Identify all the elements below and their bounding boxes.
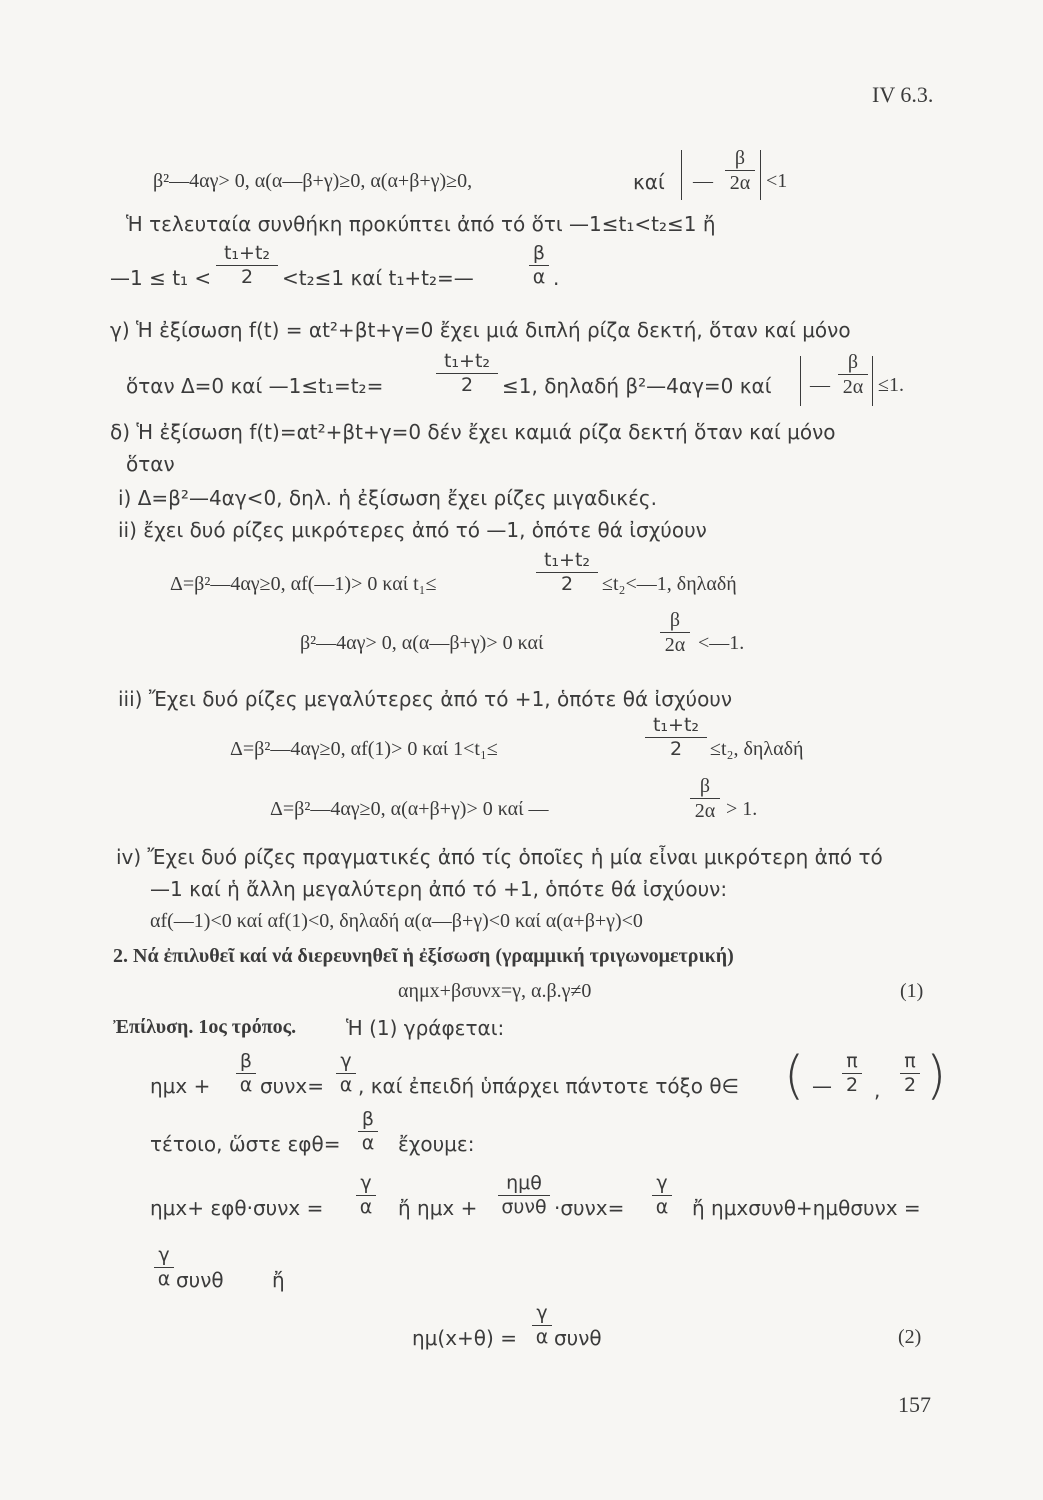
case-i: i) Δ=β²—4αγ<0, δηλ. ἡ ἐξίσωση ἔχει ρίζες μιγαδικές.: [118, 486, 657, 510]
abs-bar-right: [760, 150, 761, 200]
abs-bar-left: [800, 356, 801, 406]
fraction-beta-alpha: β α: [358, 1110, 378, 1153]
equation-1: αημx+βσυνx=γ, α.β.γ≠0: [398, 980, 592, 1002]
text-line: γ) Ἡ ἐξίσωση f(t) = αt²+βt+γ=0 ἔχει μιά διπλή ρίζα δεκτή, ὅταν καί μόνο: [110, 318, 851, 342]
problem-statement: 2. Νά ἐπιλυθεῖ καί νά διερευνηθεῖ ἡ ἐξίσωση (γραμμική τριγωνομετρική): [113, 945, 734, 967]
text-line: δ) Ἡ ἐξίσωση f(t)=αt²+βt+γ=0 δέν ἔχει καμιά ρίζα δεκτή ὅταν καί μόνο: [110, 420, 836, 444]
condition-line: ὅταν Δ=0 καί —1≤t₁=t₂=: [126, 374, 384, 398]
comma: ,: [874, 1078, 881, 1102]
condition-line: αf(—1)<0 καί αf(1)<0, δηλαδή α(α—β+γ)<0 καί α(α+β+γ)<0: [150, 910, 643, 932]
equation-part: ἤ: [272, 1268, 285, 1292]
condition-line: Δ=β²—4αγ≥0, α(α+β+γ)> 0 καί —: [270, 798, 549, 820]
case-ii: ii) ἔχει δυό ρίζες μικρότερες ἀπό τό —1, ὁπότε θά ἰσχύουν: [118, 518, 707, 542]
case-iii: iii) Ἔχει δυό ρίζες μεγαλύτερες ἀπό τό +1, ὁπότε θά ἰσχύουν: [118, 687, 733, 711]
fraction-t-sum-half: t₁+t₂ 2: [216, 244, 278, 287]
text-line: ὅταν: [126, 452, 175, 476]
equation-part: συνθ: [554, 1326, 602, 1350]
leq-one: ≤1.: [878, 374, 904, 396]
equation-part: ημx +: [150, 1074, 211, 1098]
condition-line: β²—4αγ> 0, α(α—β+γ)≥0, α(α+β+γ)≥0,: [153, 170, 473, 192]
period: .: [553, 266, 560, 290]
fraction-eta-mu-theta-over-syn-theta: ημθ συνθ: [498, 1174, 550, 1217]
fraction-beta-alpha: β α: [236, 1052, 256, 1095]
equation-number: (2): [898, 1326, 922, 1348]
less-than-minus-one: <—1.: [698, 632, 745, 654]
solution-heading: Ἐπίλυση. 1ος τρόπος.: [113, 1016, 297, 1038]
fraction-pi-half: π 2: [900, 1052, 920, 1095]
case-iv: iv) Ἔχει δυό ρίζες πραγματικές ἀπό τίς ὁποῖες ἡ μία εἶναι μικρότερη ἀπό τό: [116, 845, 883, 869]
fraction-t-sum-half: t₁+t₂ 2: [536, 551, 598, 594]
fraction-gamma-alpha: γ α: [356, 1174, 376, 1217]
text-line: τέτοιο, ὥστε εφθ=: [150, 1132, 341, 1156]
condition-line-cont: ≤t₂, δηλαδή: [710, 738, 804, 760]
text-line: , καί ἐπειδή ὑπάρχει πάντοτε τόξο θ∈: [358, 1074, 740, 1098]
text-line: Ἡ (1) γράφεται:: [346, 1016, 505, 1040]
section-heading: IV 6.3.: [872, 82, 934, 107]
fraction-gamma-alpha: γ α: [154, 1246, 174, 1289]
fraction-pi-half: π 2: [842, 1052, 862, 1095]
fraction-beta-alpha: β α: [529, 244, 549, 287]
inequality-start: —1 ≤ t₁ <: [110, 266, 212, 290]
condition-line: Δ=β²—4αγ≥0, αf(—1)> 0 καί t₁≤: [170, 573, 437, 595]
equation-number: (1): [900, 980, 924, 1002]
condition-line-cont: ≤t₂<—1, δηλαδή: [602, 573, 737, 595]
minus-sign: —: [810, 374, 830, 396]
condition-line-cont: ≤1, δηλαδή β²—4αγ=0 καί: [502, 374, 772, 398]
equation-2: ημ(x+θ) =: [412, 1326, 517, 1350]
page-number: 157: [898, 1392, 931, 1417]
fraction-t-sum-half: t₁+t₂ 2: [436, 352, 498, 395]
equation-part: ἤ ημxσυνθ+ημθσυνx =: [692, 1196, 921, 1220]
fraction-beta-2alpha: β 2α: [838, 352, 868, 397]
fraction-beta-2alpha: β 2α: [725, 148, 755, 193]
greater-than-one: > 1.: [726, 798, 758, 820]
text-line: ἔχουμε:: [398, 1132, 475, 1156]
equation-part: συνθ: [176, 1268, 224, 1292]
text-line: —1 καί ἡ ἄλλη μεγαλύτερη ἀπό τό +1, ὁπότε θά ἰσχύουν:: [150, 877, 728, 901]
fraction-t-sum-half: t₁+t₂ 2: [645, 716, 707, 759]
kai-word: καί: [633, 170, 665, 194]
abs-bar-left: [681, 150, 682, 200]
left-paren: (: [784, 1046, 805, 1106]
equation-part: ἤ ημx +: [398, 1196, 478, 1220]
fraction-gamma-alpha: γ α: [652, 1174, 672, 1217]
equation-part: συνx=: [260, 1074, 325, 1098]
condition-line: β²—4αγ> 0, α(α—β+γ)> 0 καί: [300, 632, 544, 654]
equation-part: ·συνx=: [554, 1196, 625, 1220]
fraction-beta-2alpha: β 2α: [660, 610, 690, 655]
fraction-gamma-alpha: γ α: [336, 1052, 356, 1095]
abs-bar-right: [872, 356, 873, 406]
fraction-beta-2alpha: β 2α: [690, 776, 720, 821]
right-paren: ): [926, 1046, 947, 1106]
minus-sign: —: [812, 1074, 832, 1098]
inequality-end: <t₂≤1 καί t₁+t₂=—: [282, 266, 474, 290]
fraction-gamma-alpha: γ α: [532, 1304, 552, 1347]
text-line: Ἡ τελευταία συνθήκη προκύπτει ἀπό τό ὅτι —1≤t₁<t₂≤1 ἤ: [126, 212, 716, 236]
equation-part: ημx+ εφθ·συνx =: [150, 1196, 324, 1220]
less-than-one: <1: [766, 170, 788, 192]
condition-line: Δ=β²—4αγ≥0, αf(1)> 0 καί 1<t₁≤: [230, 738, 498, 760]
minus-sign: —: [693, 170, 713, 192]
